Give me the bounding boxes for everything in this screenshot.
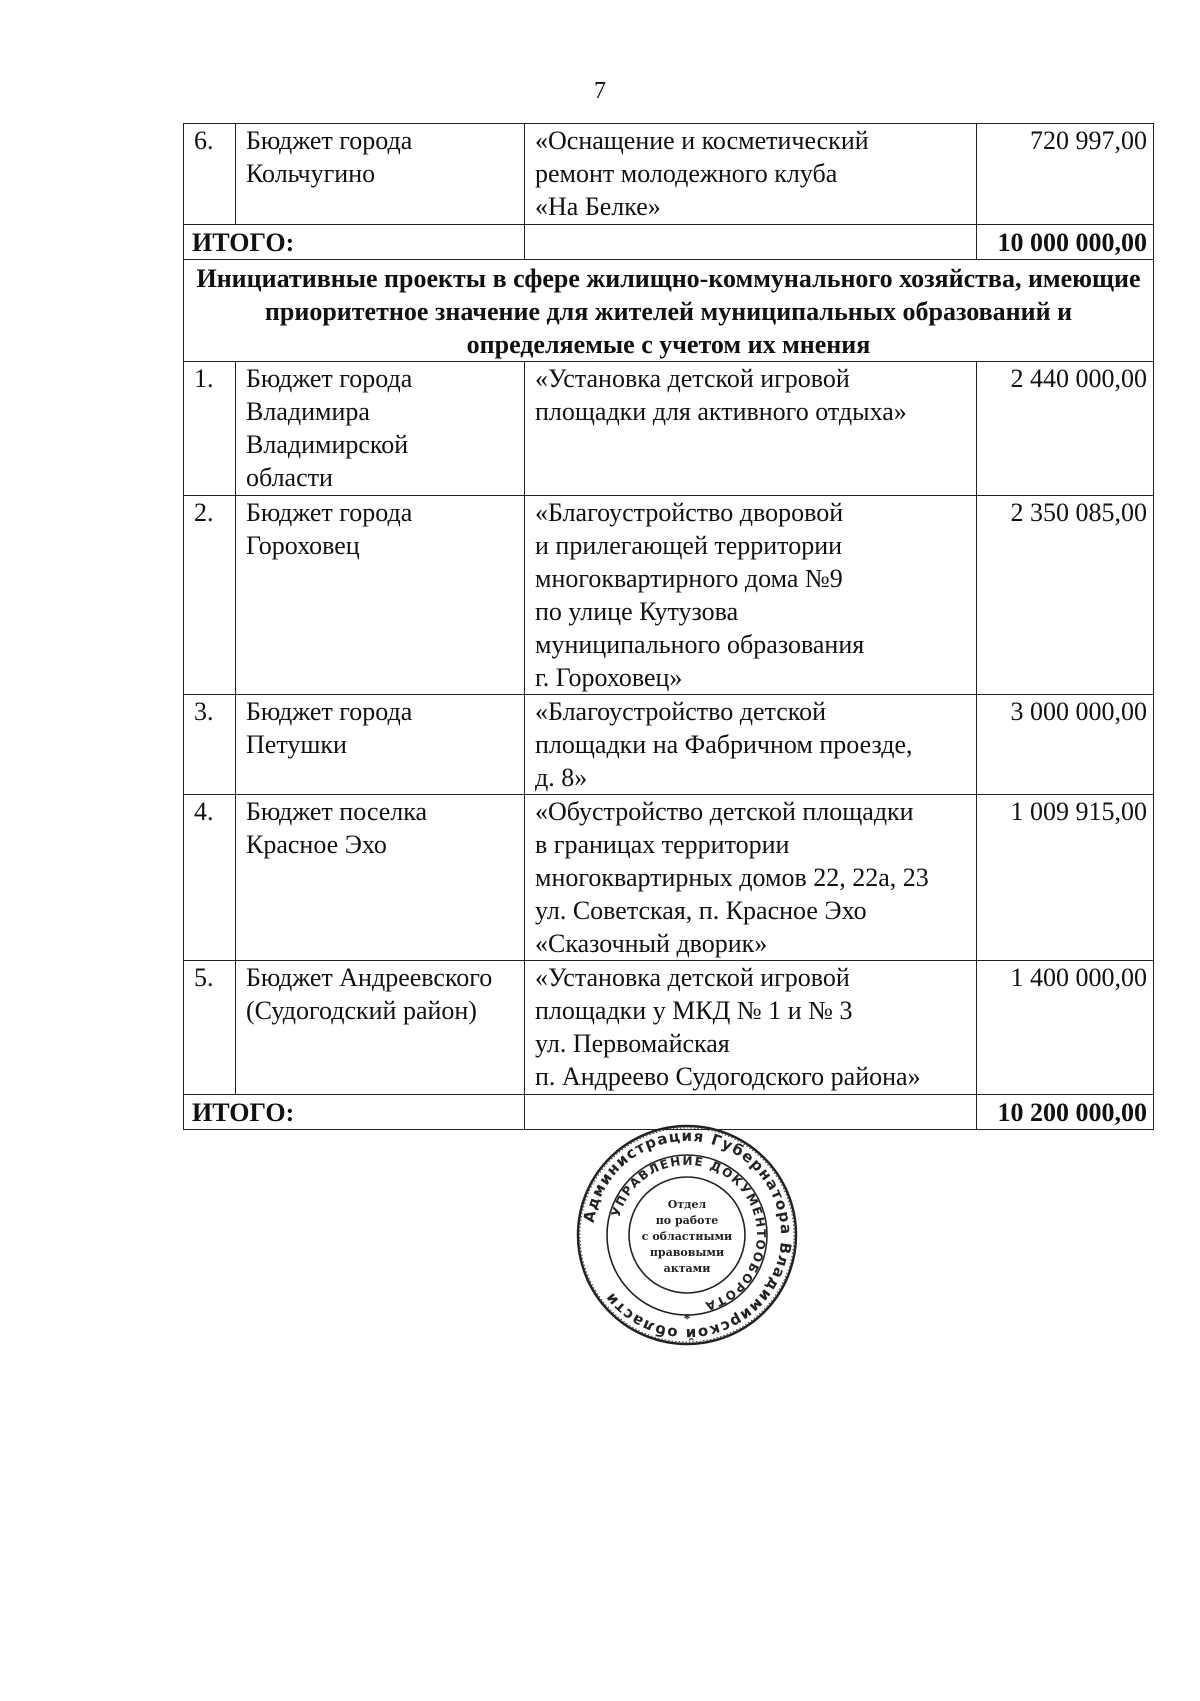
sum-cell: 1 009 915,00 bbox=[977, 795, 1154, 961]
section-heading: Инициативные проекты в сфере жилищно-коммунального хозяйства, имеющие приоритетное значение для жителей муниципальных образований и определяемые с учетом их мнения bbox=[184, 260, 1154, 362]
budget-cell: Бюджет поселка Красное Эхо bbox=[236, 795, 525, 961]
row-number: 5. bbox=[184, 961, 236, 1095]
row-number: 6. bbox=[184, 124, 236, 225]
sum-cell: 3 000 000,00 bbox=[977, 695, 1154, 795]
total-label: ИТОГО: bbox=[184, 1095, 525, 1130]
stamp-outer-text: Администрация Губернатора Владимирской области bbox=[579, 1126, 796, 1344]
table-row bbox=[184, 695, 1154, 795]
official-stamp bbox=[575, 1123, 799, 1347]
projects-table bbox=[183, 123, 1154, 1130]
stamp-center-line: актами bbox=[663, 1262, 711, 1275]
table-row bbox=[184, 124, 1154, 225]
total-empty-cell bbox=[525, 225, 977, 260]
sum-cell: 2 350 085,00 bbox=[977, 496, 1154, 695]
row-number: 2. bbox=[184, 496, 236, 695]
stamp-inner-text: УПРАВЛЕНИЕ ДОКУМЕНТООБОРОТА bbox=[608, 1153, 769, 1314]
section-heading-row bbox=[184, 260, 1154, 362]
budget-cell: Бюджет города Кольчугино bbox=[236, 124, 525, 225]
sum-cell: 720 997,00 bbox=[977, 124, 1154, 225]
sum-cell: 1 400 000,00 bbox=[977, 961, 1154, 1095]
stamp-center-line: с областными bbox=[641, 1230, 733, 1243]
budget-cell: Бюджет города Владимира Владимирской области bbox=[236, 362, 525, 496]
total-row bbox=[184, 225, 1154, 260]
budget-cell: Бюджет города Гороховец bbox=[236, 496, 525, 695]
stamp-center-line: правовыми bbox=[649, 1246, 725, 1259]
budget-cell: Бюджет Андреевского (Судогодский район) bbox=[236, 961, 525, 1095]
sum-cell: 2 440 000,00 bbox=[977, 362, 1154, 496]
total-sum: 10 200 000,00 bbox=[977, 1095, 1154, 1130]
table-row bbox=[184, 362, 1154, 496]
stamp-center-line: Отдел bbox=[667, 1198, 707, 1211]
row-number: 1. bbox=[184, 362, 236, 496]
total-sum: 10 000 000,00 bbox=[977, 225, 1154, 260]
project-cell: «Благоустройство детской площадки на Фабричном проезде, д. 8» bbox=[525, 695, 977, 795]
total-label: ИТОГО: bbox=[184, 225, 525, 260]
row-number: 3. bbox=[184, 695, 236, 795]
project-cell: «Установка детской игровой площадки для активного отдыха» bbox=[525, 362, 977, 496]
table-row bbox=[184, 496, 1154, 695]
table-row bbox=[184, 961, 1154, 1095]
stamp-center-text bbox=[642, 1198, 732, 1275]
project-cell: «Благоустройство дворовой и прилегающей территории многоквартирного дома №9 по улице Кутузова муниципального образования г. Гороховец» bbox=[525, 496, 977, 695]
row-number: 4. bbox=[184, 795, 236, 961]
project-cell: «Установка детской игровой площадки у МКД № 1 и № 3 ул. Первомайская п. Андреево Судогодского района» bbox=[525, 961, 977, 1095]
table-row bbox=[184, 795, 1154, 961]
project-cell: «Обустройство детской площадки в границах территории многоквартирных домов 22, 22а, 23 ул. Советская, п. Красное Эхо «Сказочный дворик» bbox=[525, 795, 977, 961]
stamp-star-icon: * bbox=[683, 1312, 691, 1327]
page-number: 7 bbox=[594, 78, 606, 104]
project-cell: «Оснащение и косметический ремонт молодежного клуба «На Белке» bbox=[525, 124, 977, 225]
stamp-center-line: по работе bbox=[655, 1214, 719, 1227]
budget-cell: Бюджет города Петушки bbox=[236, 695, 525, 795]
